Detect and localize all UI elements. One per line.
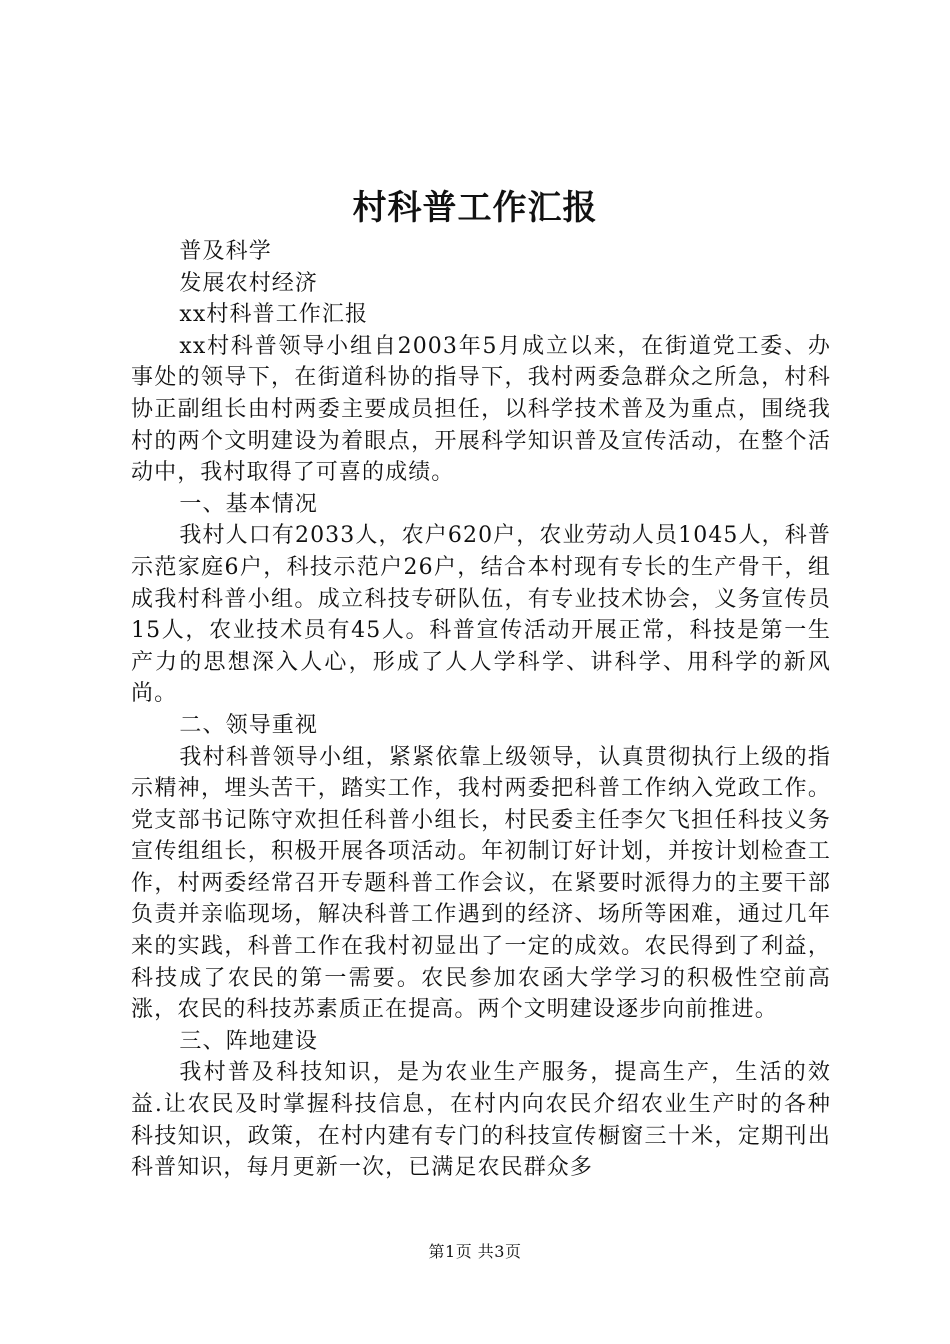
document-title: 村科普工作汇报	[352, 188, 598, 228]
paragraph: 我村普及科技知识，是为农业生产服务，提高生产，生活的效益.让农民及时掌握科技信息，在村内向农民介绍农业生产时的各种科技知识，政策，在村内建有专门的科技宣传橱窗三十米，定期刊出科普知识，每月更新一次，已满足农民群众多	[131, 1060, 831, 1181]
section-heading: 二、领导重视	[179, 712, 318, 738]
page-footer: 第1页 共3页	[428, 1242, 522, 1261]
paragraph: xx村科普领导小组自2003年5月成立以来，在街道党工委、办事处的领导下，在街道科协的指导下，我村两委急群众之所急，村科协正副组长由村两委主要成员担任，以科学技术普及为重点，围绕我村的两个文明建设为着眼点，开展科学知识普及宣传活动，在整个活动中，我村取得了可喜的成绩。	[131, 333, 831, 486]
document-body	[131, 236, 831, 1184]
paragraph: 我村科普领导小组，紧紧依靠上级领导，认真贯彻执行上级的指示精神，埋头苦干，踏实工作，我村两委把科普工作纳入党政工作。党支部书记陈守欢担任科普小组长，村民委主任李欠飞担任科技义务宣传组组长，积极开展各项活动。年初制订好计划，并按计划检查工作，村两委经常召开专题科普工作会议，在紧要时派得力的主要干部负责并亲临现场，解决科普工作遇到的经济、场所等困难，通过几年来的实践，科普工作在我村初显出了一定的成效。农民得到了利益，科技成了农民的第一需要。农民参加农函大学学习的积极性空前高涨，农民的科技苏素质正在提高。两个文明建设逐步向前推进。	[131, 744, 831, 1023]
section-heading: 一、基本情况	[179, 491, 318, 517]
paragraph: 我村人口有2033人，农户620户，农业劳动人员1045人，科普示范家庭6户，科技示范户26户，结合本村现有专长的生产骨干，组成我村科普小组。成立科技专研队伍，有专业技术协会，义务宣传员15人，农业技术员有45人。科普宣传活动开展正常，科技是第一生产力的思想深入人心，形成了人人学科学、讲科学、用科学的新风尚。	[131, 523, 831, 707]
paragraph: 普及科学	[179, 239, 272, 264]
section-heading: 三、阵地建设	[179, 1028, 318, 1054]
paragraph: 发展农村经济	[179, 270, 318, 296]
paragraph: xx村科普工作汇报	[179, 302, 369, 328]
